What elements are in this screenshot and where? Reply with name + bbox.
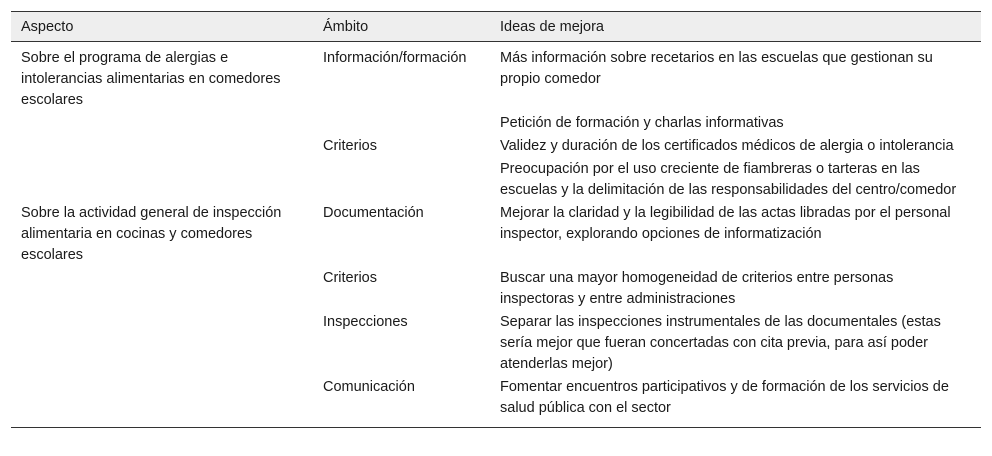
- header-aspecto: Aspecto: [21, 18, 74, 35]
- cell-idea: Mejorar la claridad y la legibilidad de las actas libradas por el personal inspector, explorando opciones de informatización: [500, 205, 951, 242]
- cell-aspecto: [11, 111, 313, 134]
- cell-idea: Validez y duración de los certificados médicos de alergia o intolerancia: [500, 138, 954, 154]
- cell-idea: Separar las inspecciones instrumentales de las documentales (estas sería mejor que fueran concertadas con cita previa, para así poder atenderlas mejor): [500, 314, 941, 372]
- table-row: [11, 310, 981, 375]
- cell-aspecto: [11, 134, 313, 157]
- cell-idea: Fomentar encuentros participativos y de formación de los servicios de salud pública con el sector: [490, 375, 981, 428]
- table-row: [11, 42, 981, 112]
- cell-ambito: Documentación: [323, 205, 424, 221]
- cell-ambito: Inspecciones: [323, 314, 408, 330]
- table-row: [11, 134, 981, 157]
- cell-aspecto: Sobre la actividad general de inspección alimentaria en cocinas y comedores escolares: [21, 205, 282, 263]
- cell-ambito: Información/formación: [323, 50, 467, 66]
- header-ambito: Ámbito: [323, 18, 369, 35]
- cell-idea: Petición de formación y charlas informativas: [500, 115, 784, 131]
- cell-idea: Preocupación por el uso creciente de fiambreras o tarteras en las escuelas y la delimitación de las responsabilidades del centro/comedor: [500, 161, 957, 198]
- cell-aspecto: [11, 266, 313, 310]
- cell-ambito: [313, 157, 490, 201]
- improvement-ideas-table-wrapper: [11, 11, 981, 428]
- table-row: [11, 201, 981, 266]
- improvement-ideas-table: [11, 11, 981, 428]
- cell-aspecto: Sobre el programa de alergias e intolerancias alimentarias en comedores escolares: [21, 50, 281, 108]
- header-ideas: Ideas de mejora: [500, 18, 604, 35]
- cell-ambito: Criterios: [323, 270, 377, 286]
- header-row: [11, 12, 981, 42]
- cell-idea: Más información sobre recetarios en las escuelas que gestionan su propio comedor: [500, 50, 933, 87]
- cell-ambito: Criterios: [323, 138, 377, 154]
- table-row: [11, 375, 981, 428]
- cell-aspecto: [11, 375, 313, 428]
- cell-aspecto: [11, 310, 313, 375]
- cell-aspecto: [11, 157, 313, 201]
- cell-idea: Buscar una mayor homogeneidad de criterios entre personas inspectoras y entre administraciones: [500, 270, 894, 307]
- cell-ambito: Comunicación: [313, 375, 490, 428]
- table-row: [11, 157, 981, 201]
- table-row: [11, 111, 981, 134]
- table-body: [11, 42, 981, 428]
- table-row: [11, 266, 981, 310]
- table-header: [11, 12, 981, 42]
- cell-ambito: [313, 111, 490, 134]
